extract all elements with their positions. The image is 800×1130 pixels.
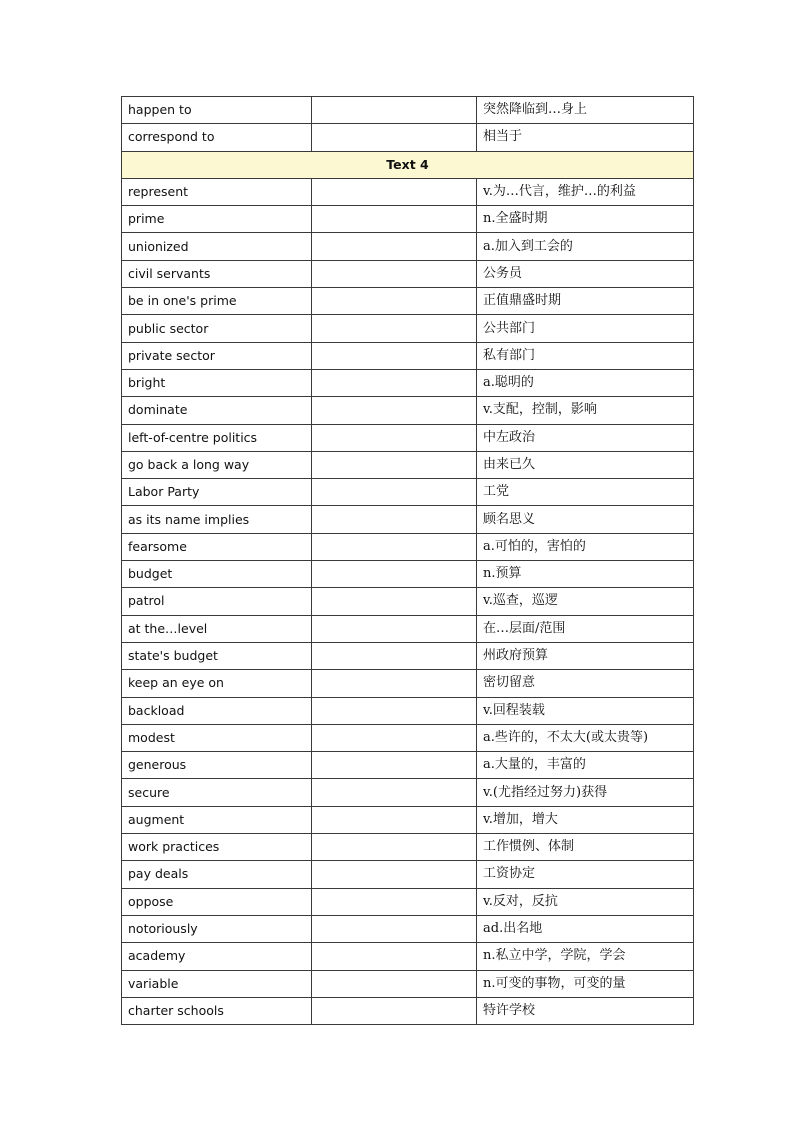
vocab-row (122, 178, 694, 205)
section-title: Text 4 (122, 151, 694, 178)
term-cell: academy (122, 943, 312, 970)
vocabulary-table-body (122, 97, 694, 1025)
blank-cell (312, 97, 477, 124)
vocab-row (122, 533, 694, 560)
vocab-row (122, 861, 694, 888)
vocab-row (122, 888, 694, 915)
blank-cell (312, 915, 477, 942)
vocab-row (122, 451, 694, 478)
meaning-cell: n.可变的事物，可变的量 (477, 970, 694, 997)
meaning-cell: n.全盛时期 (477, 206, 694, 233)
vocab-row (122, 752, 694, 779)
meaning-cell: 工党 (477, 479, 694, 506)
term-cell: variable (122, 970, 312, 997)
vocabulary-table (121, 96, 694, 1025)
meaning-cell: a.些许的，不太大(或太贵等) (477, 724, 694, 751)
meaning-cell: 相当于 (477, 124, 694, 151)
meaning-cell: 顾名思义 (477, 506, 694, 533)
blank-cell (312, 724, 477, 751)
blank-cell (312, 397, 477, 424)
meaning-cell: 在…层面/范围 (477, 615, 694, 642)
term-cell: budget (122, 561, 312, 588)
term-cell: state's budget (122, 642, 312, 669)
blank-cell (312, 561, 477, 588)
meaning-cell: 公务员 (477, 260, 694, 287)
vocab-row (122, 943, 694, 970)
term-cell: correspond to (122, 124, 312, 151)
blank-cell (312, 697, 477, 724)
vocab-row (122, 915, 694, 942)
meaning-cell: a.大量的，丰富的 (477, 752, 694, 779)
vocab-row (122, 670, 694, 697)
vocab-row (122, 233, 694, 260)
blank-cell (312, 260, 477, 287)
blank-cell (312, 752, 477, 779)
meaning-cell: a.加入到工会的 (477, 233, 694, 260)
meaning-cell: v.回程装载 (477, 697, 694, 724)
term-cell: at the…level (122, 615, 312, 642)
meaning-cell: a.聪明的 (477, 369, 694, 396)
meaning-cell: n.私立中学，学院，学会 (477, 943, 694, 970)
blank-cell (312, 943, 477, 970)
vocab-row (122, 260, 694, 287)
meaning-cell: v.(尤指经过努力)获得 (477, 779, 694, 806)
term-cell: backload (122, 697, 312, 724)
meaning-cell: 中左政治 (477, 424, 694, 451)
blank-cell (312, 342, 477, 369)
vocab-row (122, 806, 694, 833)
meaning-cell: 由来已久 (477, 451, 694, 478)
vocab-row (122, 506, 694, 533)
meaning-cell: 特许学校 (477, 997, 694, 1024)
term-cell: prime (122, 206, 312, 233)
meaning-cell: a.可怕的，害怕的 (477, 533, 694, 560)
vocab-row (122, 342, 694, 369)
meaning-cell: v.为…代言，维护…的利益 (477, 178, 694, 205)
blank-cell (312, 451, 477, 478)
vocab-row (122, 479, 694, 506)
term-cell: secure (122, 779, 312, 806)
blank-cell (312, 533, 477, 560)
term-cell: modest (122, 724, 312, 751)
term-cell: dominate (122, 397, 312, 424)
blank-cell (312, 970, 477, 997)
term-cell: bright (122, 369, 312, 396)
blank-cell (312, 479, 477, 506)
term-cell: patrol (122, 588, 312, 615)
vocab-row (122, 834, 694, 861)
meaning-cell: v.反对，反抗 (477, 888, 694, 915)
meaning-cell: 工作惯例、体制 (477, 834, 694, 861)
meaning-cell: 工资协定 (477, 861, 694, 888)
term-cell: go back a long way (122, 451, 312, 478)
vocab-row (122, 397, 694, 424)
meaning-cell: n.预算 (477, 561, 694, 588)
blank-cell (312, 178, 477, 205)
term-cell: be in one's prime (122, 288, 312, 315)
vocab-row (122, 588, 694, 615)
meaning-cell: 私有部门 (477, 342, 694, 369)
term-cell: oppose (122, 888, 312, 915)
meaning-cell: v.增加，增大 (477, 806, 694, 833)
blank-cell (312, 615, 477, 642)
term-cell: notoriously (122, 915, 312, 942)
term-cell: pay deals (122, 861, 312, 888)
term-cell: left-of-centre politics (122, 424, 312, 451)
blank-cell (312, 315, 477, 342)
vocab-row (122, 970, 694, 997)
term-cell: private sector (122, 342, 312, 369)
vocab-row (122, 561, 694, 588)
term-cell: civil servants (122, 260, 312, 287)
vocab-row (122, 615, 694, 642)
blank-cell (312, 424, 477, 451)
vocab-row (122, 315, 694, 342)
vocab-row (122, 206, 694, 233)
meaning-cell: 正值鼎盛时期 (477, 288, 694, 315)
blank-cell (312, 233, 477, 260)
blank-cell (312, 588, 477, 615)
blank-cell (312, 506, 477, 533)
term-cell: public sector (122, 315, 312, 342)
vocab-row (122, 424, 694, 451)
vocab-row (122, 369, 694, 396)
blank-cell (312, 206, 477, 233)
vocab-row (122, 779, 694, 806)
blank-cell (312, 369, 477, 396)
meaning-cell: 密切留意 (477, 670, 694, 697)
term-cell: as its name implies (122, 506, 312, 533)
vocab-row (122, 642, 694, 669)
meaning-cell: 州政府预算 (477, 642, 694, 669)
term-cell: keep an eye on (122, 670, 312, 697)
blank-cell (312, 861, 477, 888)
term-cell: fearsome (122, 533, 312, 560)
vocab-row (122, 697, 694, 724)
vocab-row (122, 997, 694, 1024)
meaning-cell: 突然降临到…身上 (477, 97, 694, 124)
meaning-cell: v.巡查，巡逻 (477, 588, 694, 615)
term-cell: represent (122, 178, 312, 205)
blank-cell (312, 806, 477, 833)
blank-cell (312, 124, 477, 151)
blank-cell (312, 779, 477, 806)
term-cell: augment (122, 806, 312, 833)
blank-cell (312, 888, 477, 915)
blank-cell (312, 997, 477, 1024)
meaning-cell: 公共部门 (477, 315, 694, 342)
blank-cell (312, 642, 477, 669)
vocab-row (122, 97, 694, 124)
term-cell: generous (122, 752, 312, 779)
term-cell: unionized (122, 233, 312, 260)
term-cell: charter schools (122, 997, 312, 1024)
blank-cell (312, 834, 477, 861)
term-cell: happen to (122, 97, 312, 124)
blank-cell (312, 288, 477, 315)
meaning-cell: ad.出名地 (477, 915, 694, 942)
blank-cell (312, 670, 477, 697)
vocab-row (122, 124, 694, 151)
term-cell: Labor Party (122, 479, 312, 506)
section-header-row (122, 151, 694, 178)
vocab-row (122, 724, 694, 751)
term-cell: work practices (122, 834, 312, 861)
vocab-row (122, 288, 694, 315)
meaning-cell: v.支配，控制，影响 (477, 397, 694, 424)
